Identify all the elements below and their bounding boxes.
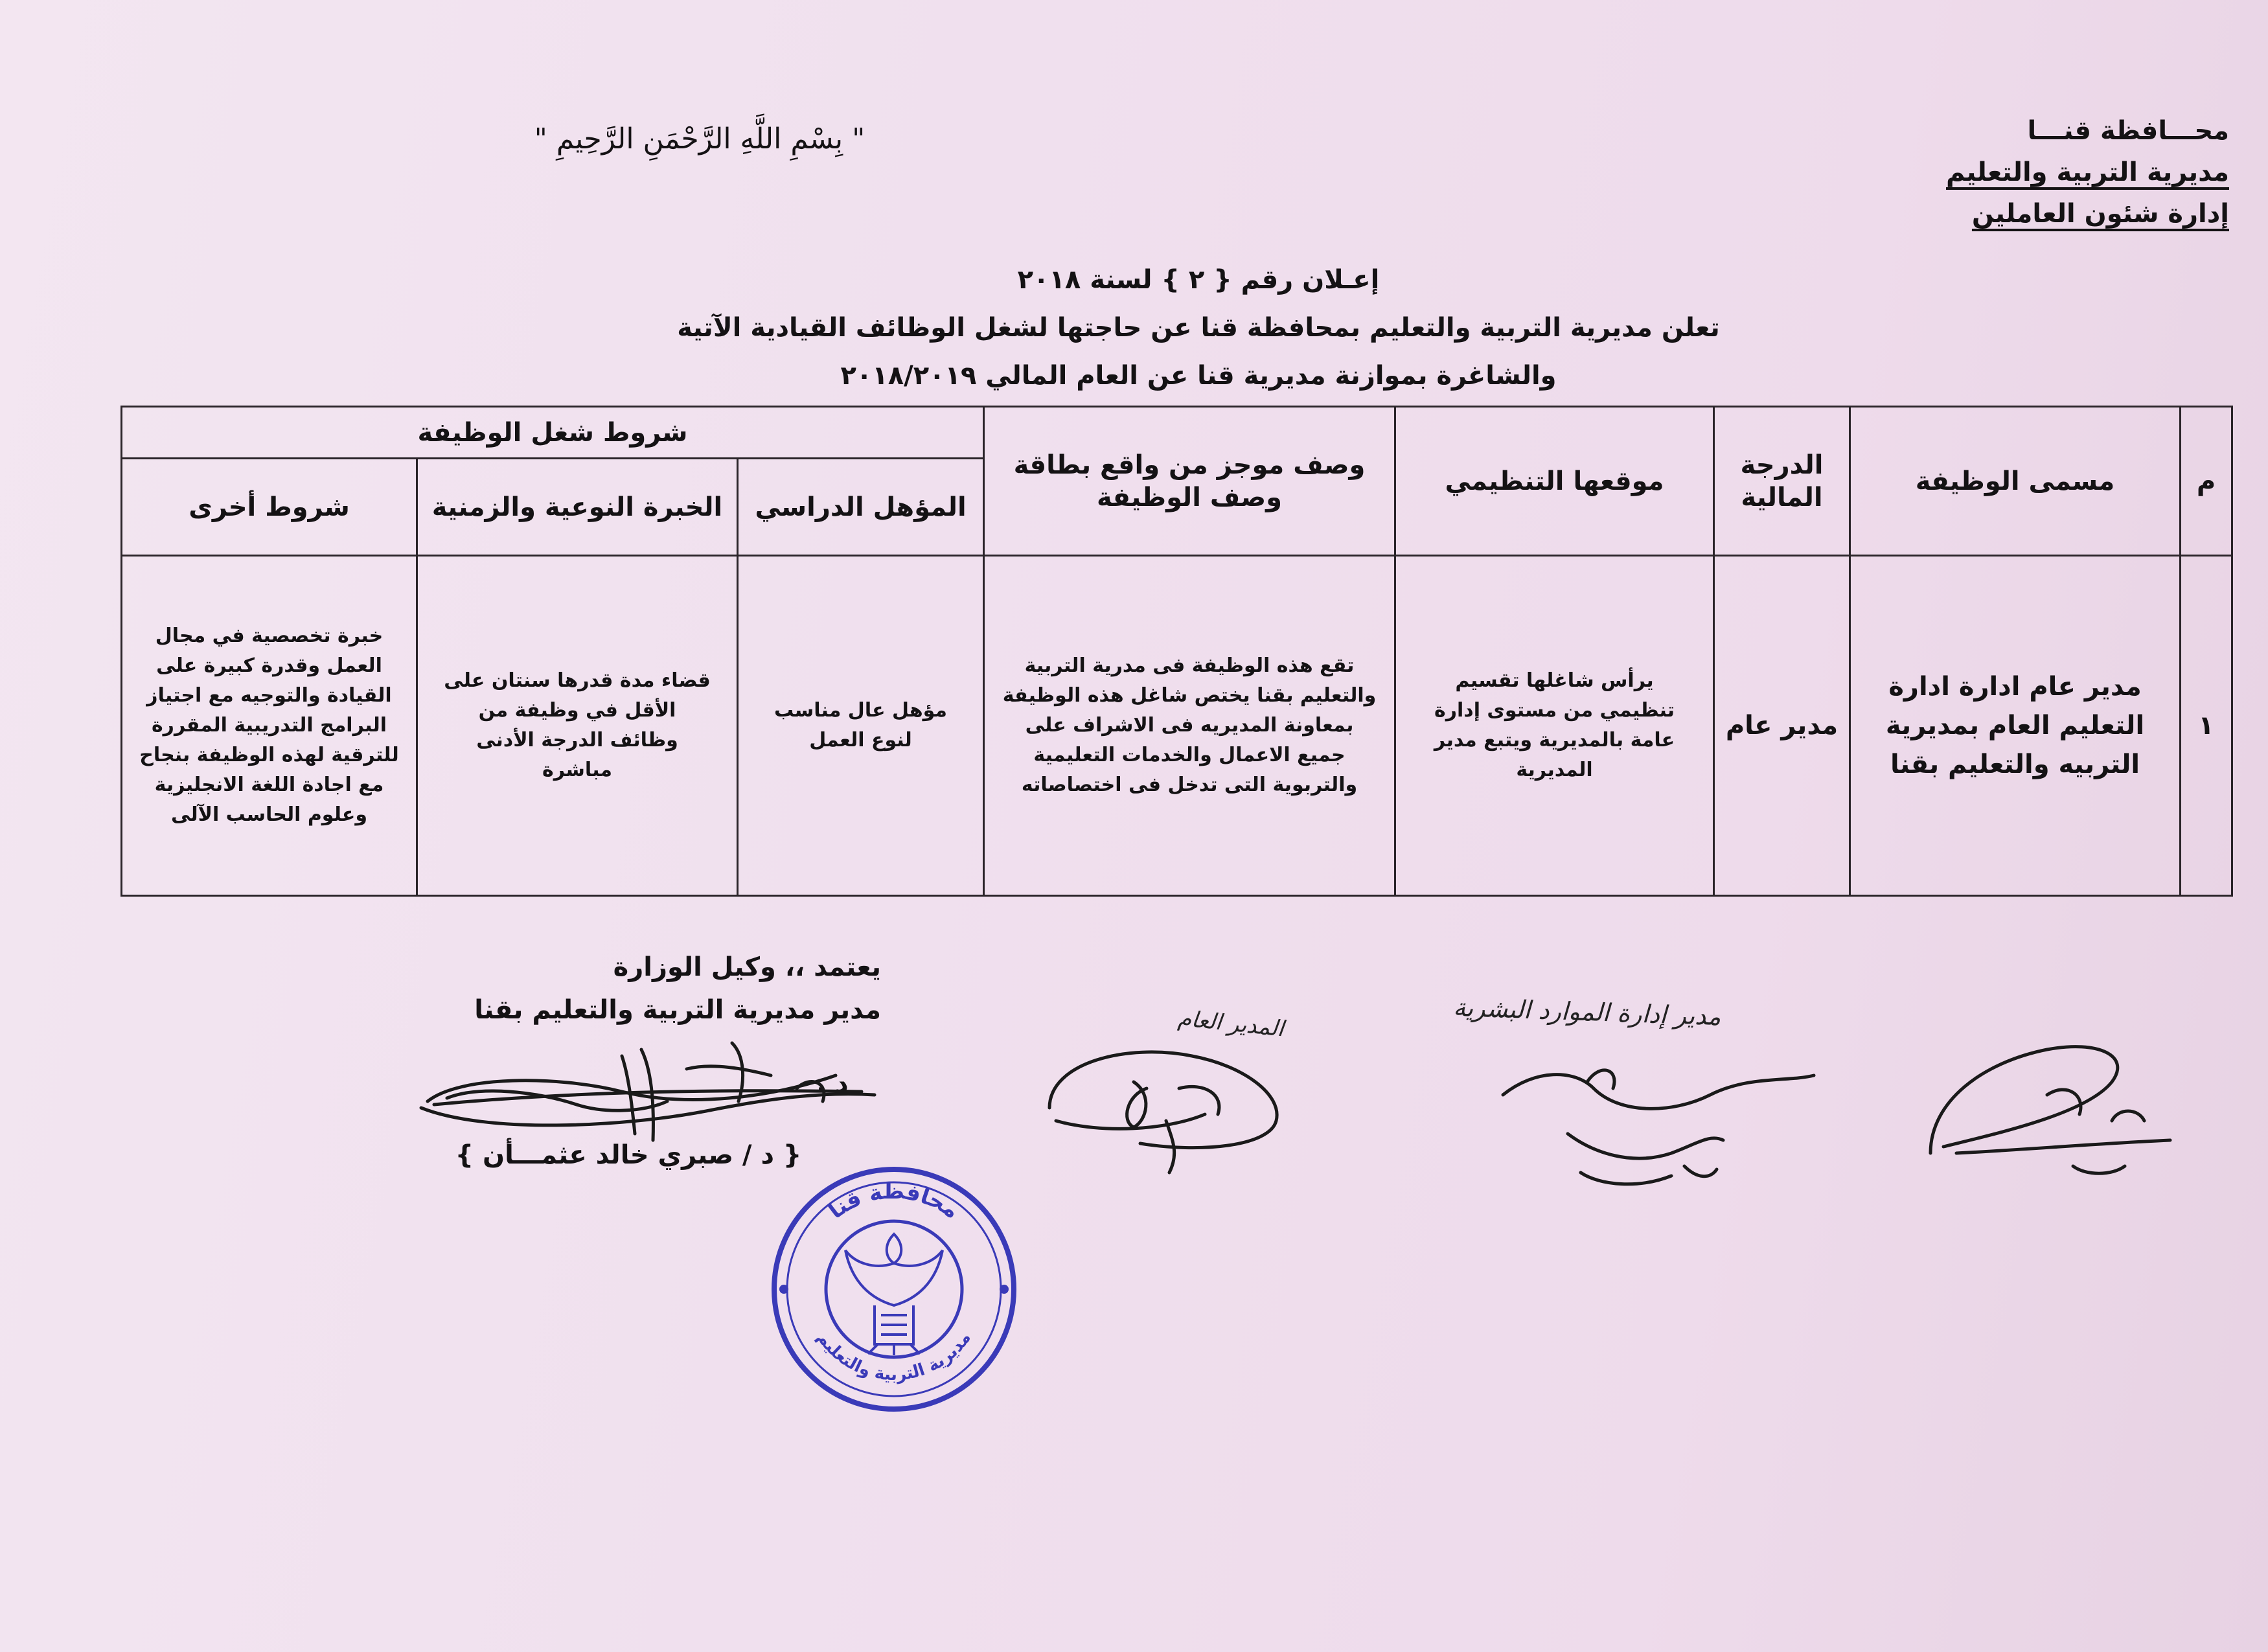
announcement-line-1: تعلن مديرية التربية والتعليم بمحافظة قنا عن حاجتها لشغل الوظائف القيادية الآتية	[677, 313, 1720, 343]
header-org-position: موقعها التنظيمي	[1395, 407, 1714, 556]
seal-text-top: محافظة قنا	[823, 1178, 965, 1224]
official-seal	[764, 1160, 1024, 1419]
header-other: شروط أخرى	[122, 459, 417, 556]
row-experience: قضاء مدة قدرها سنتان على الأقل في وظيفة من وظائف الدرجة الأدنى مباشرة	[417, 556, 738, 896]
row-num: ١	[2181, 556, 2232, 896]
header-grade: الدرجة المالية	[1714, 407, 1850, 556]
svg-text:محافظة قنا	[823, 1178, 964, 1224]
undersecretary-signature	[408, 1030, 900, 1160]
row-org-position: يرأس شاغلها تقسيم تنظيمي من مستوى إدارة عامة بالمديرية ويتبع مدير المديرية	[1395, 556, 1714, 896]
announcement-title	[583, 256, 1814, 400]
third-signature	[1918, 1024, 2190, 1179]
header-job-title: مسمى الوظيفة	[1850, 407, 2181, 556]
governorate-name: محـــافظة قنـــا	[2027, 116, 2229, 146]
approval-line-1: يعتمد ،، وكيل الوزارة	[613, 952, 881, 982]
jobs-table	[120, 406, 2233, 897]
handwritten-gm-title: المدير العام	[1176, 1005, 1285, 1042]
row-qualification: مؤهل عال مناسب لنوع العمل	[738, 556, 984, 896]
approval-line-2: مدير مديرية التربية والتعليم بقنا	[474, 995, 881, 1025]
header-qualification: المؤهل الدراسي	[738, 459, 984, 556]
table-row	[122, 556, 2232, 896]
header-conditions: شروط شغل الوظيفة	[122, 407, 984, 459]
hr-manager-signature	[1490, 1043, 1827, 1199]
announcement-line-2: والشاغرة بموازنة مديرية قنا عن العام المالي ٢٠١٨/٢٠١٩	[840, 361, 1557, 391]
header-description: وصف موجز من واقع بطاقة وصف الوظيفة	[984, 407, 1395, 556]
basmala: " بِسْمِ اللَّهِ الرَّحْمَنِ الرَّحِيمِ "	[534, 122, 865, 155]
eagle-emblem-icon	[845, 1234, 943, 1355]
row-description: تقع هذه الوظيفة فى مدرية التربية والتعليم بقنا يختص شاغل هذه الوظيفة بمعاونة المديريه فى الاشراف على جميع الاعمال والخدمات التعليمية والتربوية التى تدخل فى اختصاصاته	[984, 556, 1395, 896]
approval-block	[402, 946, 881, 1031]
directorate-name: مديرية التربية والتعليم	[1946, 157, 2229, 187]
row-other: خبرة تخصصية في مجال العمل وقدرة كبيرة على القيادة والتوجيه مع اجتياز البرامج التدريبية المقررة للترقية لهذه الوظيفة بنجاح مع اجادة اللغة الانجليزية وعلوم الحاسب الآلى	[122, 556, 417, 896]
letterhead	[1866, 110, 2229, 235]
department-name: إدارة شئون العاملين	[1971, 199, 2229, 229]
header-experience: الخبرة النوعية والزمنية	[417, 459, 738, 556]
row-job-title: مدير عام ادارة ادارة التعليم العام بمديرية التربيه والتعليم بقنا	[1850, 556, 2181, 896]
seal-text-bottom: مديرية التربية والتعليم	[813, 1328, 975, 1385]
header-num: م	[2181, 407, 2232, 556]
row-grade: مدير عام	[1714, 556, 1850, 896]
announcement-number: إعـلان رقم { ٢ } لسنة ٢٠١٨	[1017, 265, 1380, 295]
dr-label: د .	[816, 1069, 849, 1099]
signer-name: { د / صبري خالد عثمـــأن }	[455, 1140, 802, 1170]
general-manager-signature	[1037, 1024, 1309, 1179]
handwritten-hr-title: مدير إدارة الموارد البشرية	[1452, 992, 1722, 1031]
